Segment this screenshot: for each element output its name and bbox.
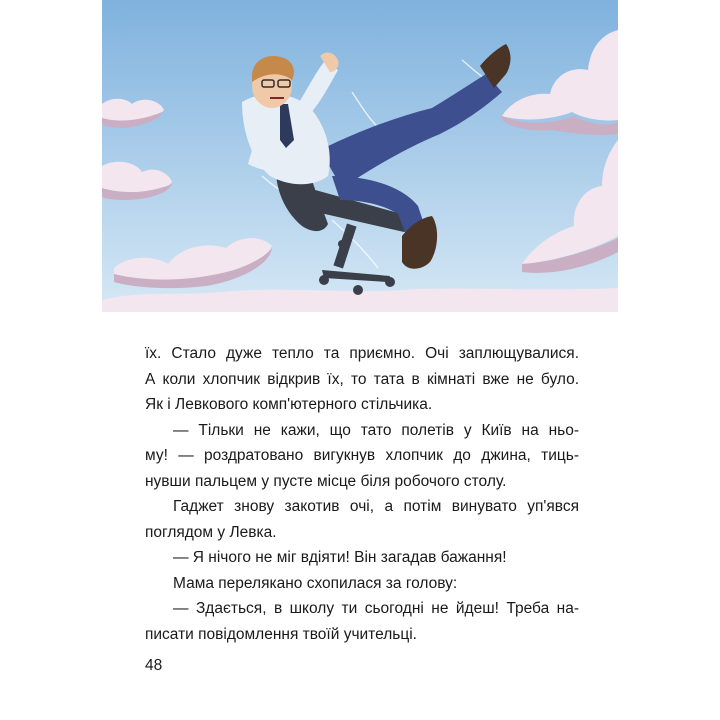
paragraph bbox=[145, 596, 579, 647]
paragraph bbox=[145, 418, 579, 495]
text-line: їх. Стало дуже тепло та приємно. Очі заплющувалися. bbox=[145, 345, 579, 362]
text-line: А коли хлопчик відкрив їх, то тата в кімнаті вже не було. bbox=[145, 370, 579, 388]
paragraph bbox=[145, 545, 579, 571]
text-line: нувши пальцем у пусте місце біля робочого столу. bbox=[145, 472, 507, 490]
text-line: Мама перелякано схопилася за голову: bbox=[173, 574, 458, 592]
text-line: — Здається, в школу ти сьогодні не йдеш! Треба на- bbox=[173, 600, 579, 617]
text-line: Гаджет знову закотив очі, а потім винувато уп'явся bbox=[173, 498, 579, 515]
illustration-artwork bbox=[102, 0, 618, 312]
text-line: му! — роздратовано вигукнув хлопчик до джина, тиць- bbox=[145, 447, 579, 464]
paragraph bbox=[145, 571, 579, 597]
text-line: Як і Левкового комп'ютерного стільчика. bbox=[145, 396, 433, 413]
text-line: поглядом у Левка. bbox=[145, 523, 277, 541]
page-number: 48 bbox=[145, 657, 163, 674]
chapter-illustration bbox=[102, 0, 618, 312]
text-line: — Тільки не кажи, що тато полетів у Київ на ньо- bbox=[173, 421, 579, 439]
text-line: писати повідомлення твоїй учительці. bbox=[145, 625, 417, 643]
text-line: — Я нічого не міг вдіяти! Він загадав бажання! bbox=[173, 549, 507, 566]
body-text bbox=[145, 341, 579, 647]
paragraph bbox=[145, 341, 579, 418]
paragraph bbox=[145, 494, 579, 545]
